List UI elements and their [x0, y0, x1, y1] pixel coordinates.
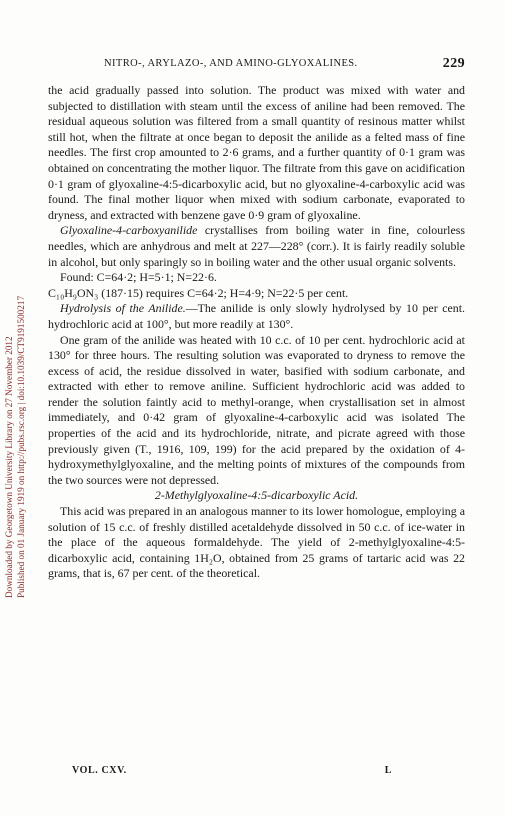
paragraph-anilide-properties: [48, 223, 465, 270]
compound-name: Glyoxaline-4-carboxyanilide: [60, 223, 198, 238]
paragraph-text: —The anilide is only slowly hydrolysed by 10 per cent. hydrochloric acid at 100°, but more readily at 130°.: [48, 301, 466, 331]
analysis-found: Found: C=64·2; H=5·1; N=22·6.: [60, 270, 217, 285]
paragraph-aniline-distillation: the acid gradually passed into solution. The product was mixed with water and subjected to distillation with steam until the excess of aniline had been removed. The residual aqueous solution was filtered from a small quantity of resinous matter whilst still hot, when the filtrate at once began to deposit the anilide as a felted mass of fine needles. The first crop amounted to 2·6 grams, and a further quantity of 0·1 gram was obtained on concentrating the mother liquor. The filtrate from this gave on acidification 0·1 gram of glyoxaline-4:5-dicarboxylic acid, but no glyoxaline-4-carboxylic acid was found. The final mother liquor when mixed with sodium carbonate, evaporated to dryness, and extracted with benzene gave 0·9 gram of glyoxaline.: [48, 83, 465, 222]
page-footer: [72, 765, 392, 779]
volume-label: VOL. CXV.: [72, 765, 127, 776]
section-heading: 2-Methylglyoxaline-4:5-dicarboxylic Acid.: [154, 488, 359, 503]
page-number: 229: [442, 56, 465, 71]
analysis-required: C₁₀H₉ON₃ (187·15) requires C=64·2; H=4·9; N=22·5 per cent.: [48, 285, 349, 300]
publication-notice: Published on 01 January 1919 on http://pubs.rsc.org | doi:10.1039/CT9191500217: [16, 295, 26, 598]
paragraph-hydrolysis: [48, 301, 465, 332]
article-body: [48, 83, 465, 582]
signature-mark: L: [384, 765, 392, 776]
paragraph-text: crystallises from boiling water in fine, colourless needles, which are anhydrous and melt at 227—228° (corr.). It is fairly readily soluble in alcohol, but only sparingly so in boiling water and the other usual organic solvents.: [48, 223, 465, 269]
paragraph-methyl-acid: This acid was prepared in an analogous manner to its lower homologue, employing a solution of 15 c.c. of freshly distilled acetaldehyde dissolved in 50 c.c. of ice-water in the place of the aqueous formaldehyde. The yield of 2-methylglyoxaline-4:5-dicarboxylic acid, containing 1H₂O, obtained from 25 grams of tartaric acid was 22 grams, that is, 67 per cent. of the theoretical.: [48, 504, 465, 581]
paragraph-hydrolysis-procedure: One gram of the anilide was heated with 10 c.c. of 10 per cent. hydrochloric acid at 130° for three hours. The resulting solution was evaporated to dryness to remove the excess of acid, the residue dissolved in water, basified with sodium carbonate, and extracted with ether to remove aniline. Sufficient hydrochloric acid was added to render the solution faintly acid to methyl-orange, when crystallisation set in almost immediately, and 0·42 gram of glyoxaline-4-carboxylic acid was isolated The properties of the acid and its hydrochloride, nitrate, and picrate agreed with those previously given (T., 1916, 109, 199) for the acid prepared by the oxidation of 4-hydroxymethylglyoxaline, and the melting points of mixtures of the compounds from the two sources were not depressed.: [48, 332, 465, 487]
running-header: [48, 56, 465, 72]
section-run-in-title: Hydrolysis of the Anilide.: [60, 301, 186, 316]
download-notice: Downloaded by Georgetown University Library on 27 November 2012: [4, 336, 14, 598]
running-title: NITRO-, ARYLAZO-, AND AMINO-GLYOXALINES.: [104, 58, 358, 69]
